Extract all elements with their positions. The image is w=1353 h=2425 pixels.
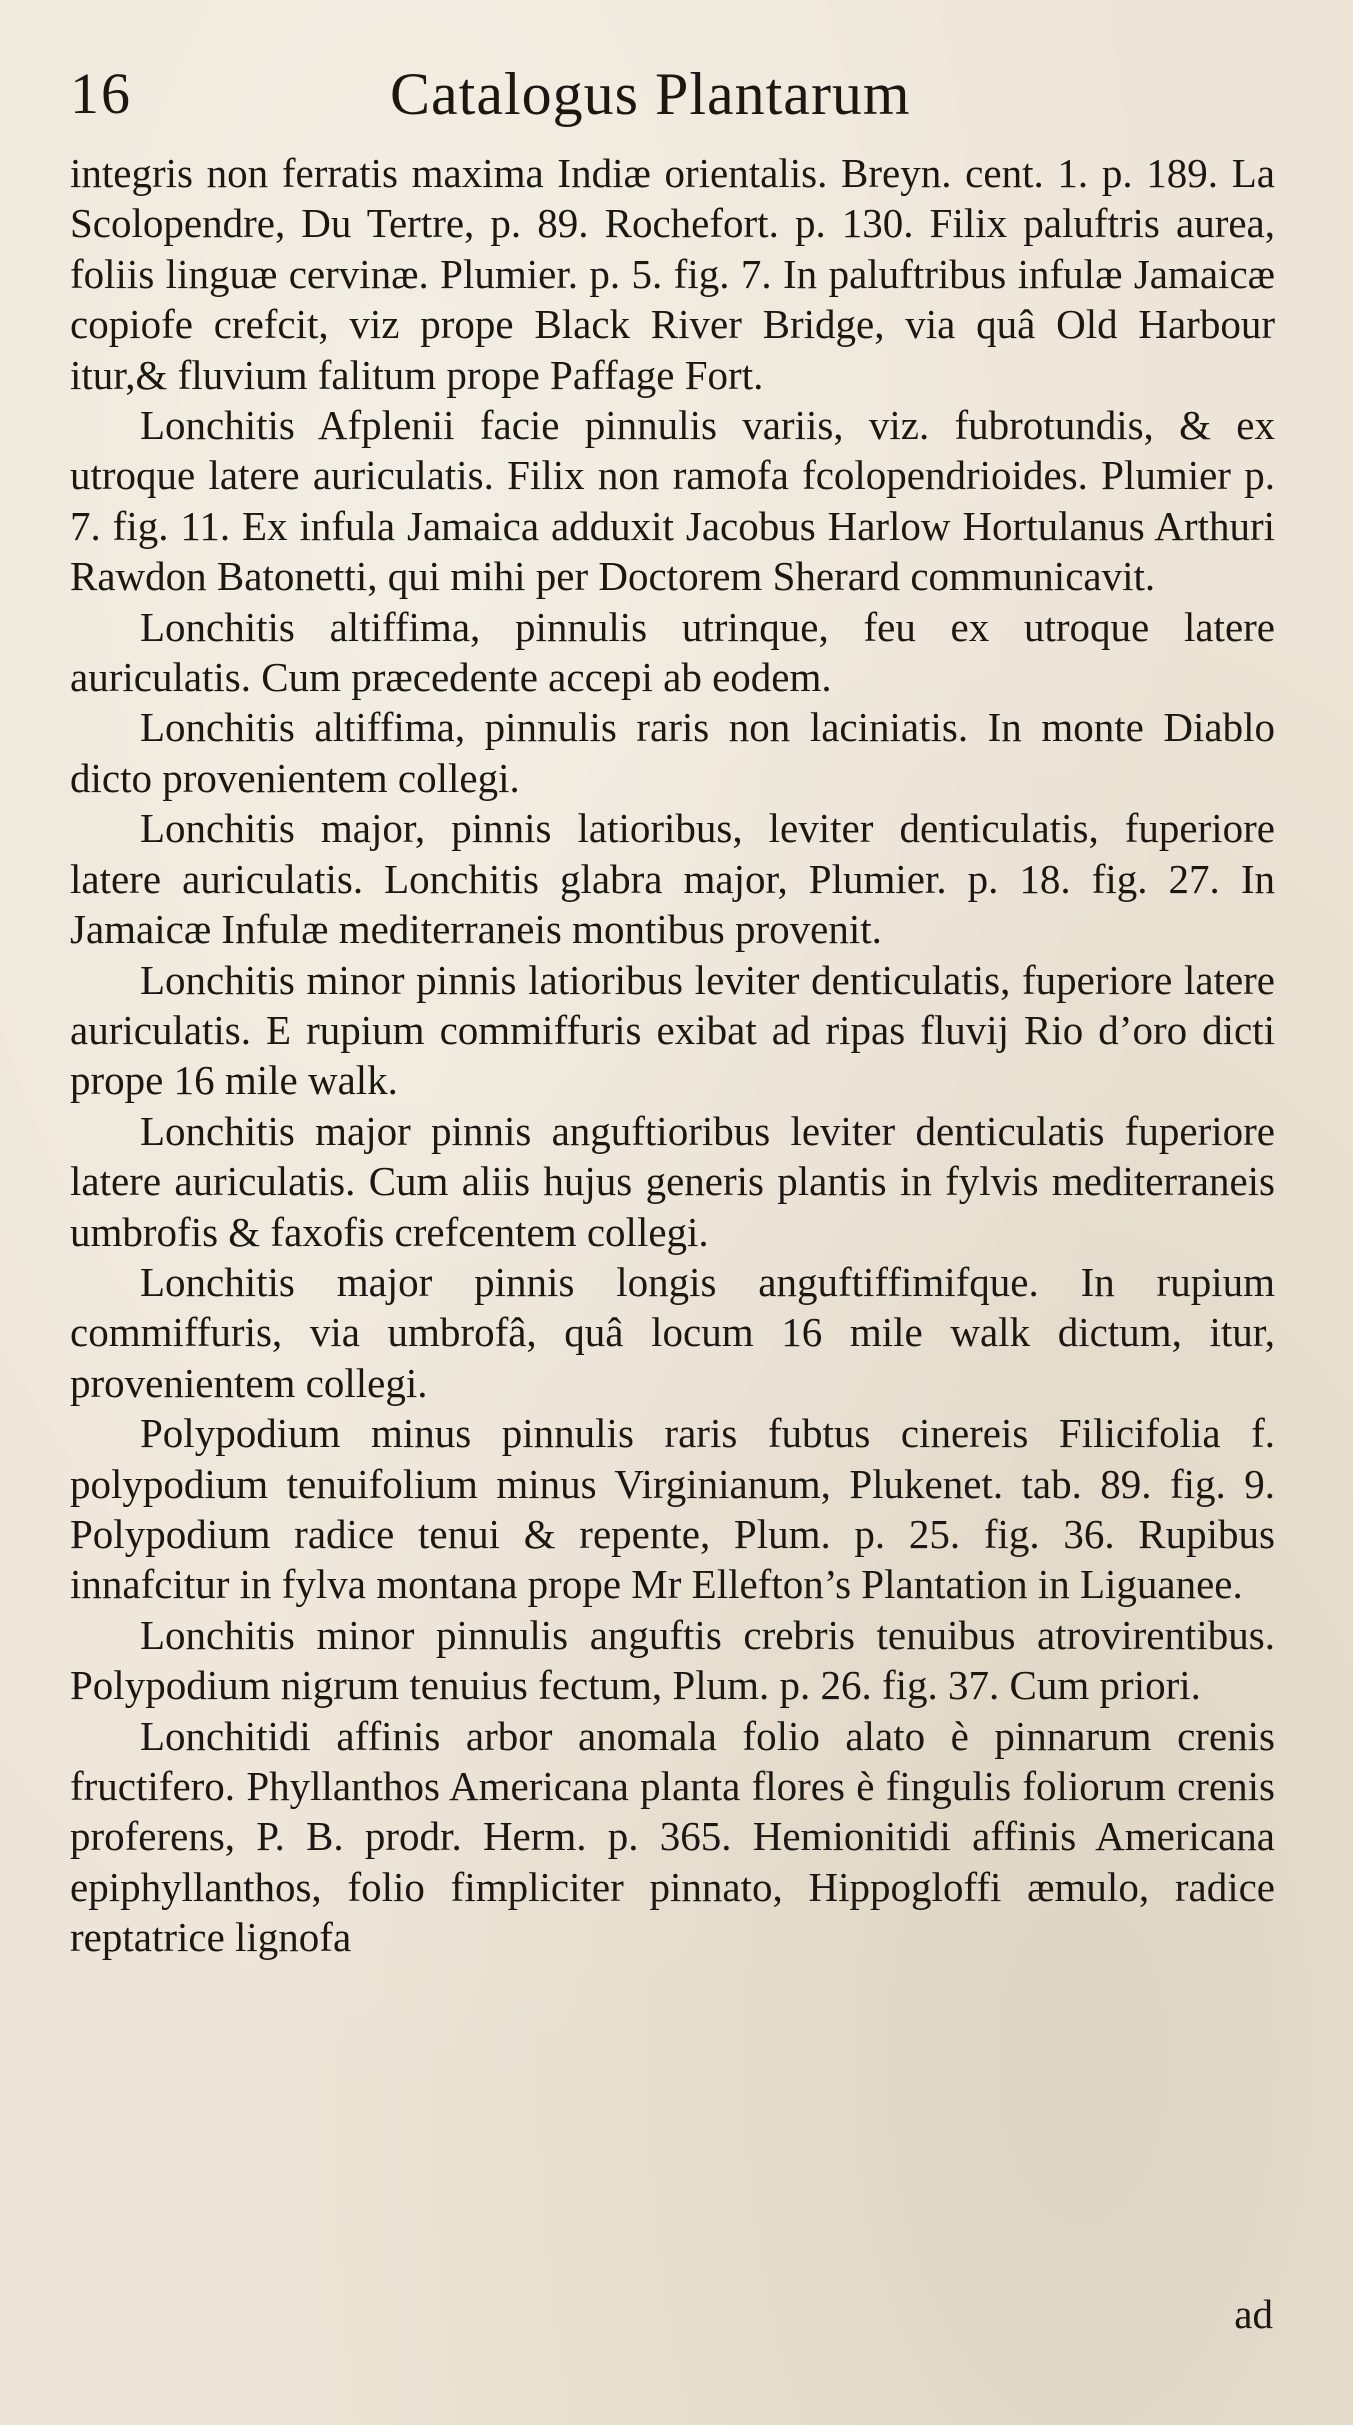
paragraph: Lonchitis Afplenii facie pinnulis variis, viz. fubrotundis, & ex utroque latere auriculatis. Filix non ramofa fcolopendrioides. Plumier p. 7. fig. 11. Ex infula Jamaica adduxit Jacobus Harlow Hortulanus Arthuri Rawdon Batonetti, qui mihi per Doctorem Sherard communicavit. xyxy=(70,402,1275,600)
catchword: ad xyxy=(1234,2291,1273,2337)
paragraph: Lonchitis altiffima, pinnulis raris non laciniatis. In monte Diablo dicto provenientem collegi. xyxy=(70,704,1275,801)
paragraph: Lonchitis major, pinnis latioribus, leviter denticulatis, fuperiore latere auriculatis. Lonchitis glabra major, Plumier. p. 18. fig. 27. In Jamaicæ Infulæ mediterraneis montibus provenit. xyxy=(70,805,1275,953)
paragraph: Lonchitidi affinis arbor anomala folio alato è pinnarum crenis fructifero. Phyllanthos Americana planta flores è fingulis foliorum crenis proferens, P. B. prodr. Herm. p. 365. Hemionitidi affinis Americana epiphyllanthos, folio fimpliciter pinnato, Hippogloffi æmulo, radice reptatrice lignofa xyxy=(70,1712,1275,1961)
paragraph: Lonchitis minor pinnulis anguftis crebris tenuibus atrovirentibus. Polypodium nigrum tenuius fectum, Plum. p. 26. fig. 37. Cum priori. xyxy=(70,1611,1275,1709)
body-text xyxy=(70,148,1275,1963)
paragraph: Lonchitis altiffima, pinnulis utrinque, feu ex utroque latere auriculatis. Cum præcedente accepi ab eodem. xyxy=(70,603,1275,701)
paragraph: Lonchitis major pinnis anguftioribus leviter denticulatis fuperiore latere auriculatis. Cum aliis hujus generis plantis in fylvis mediterraneis umbrofis & faxofis crefcentem collegi. xyxy=(70,1107,1275,1255)
running-title: Catalogus Plantarum xyxy=(390,61,911,127)
page-number: 16 xyxy=(70,61,132,126)
paragraph: Lonchitis minor pinnis latioribus leviter denticulatis, fuperiore latere auriculatis. E rupium commiffuris exibat ad ripas fluvij Rio d’oro dicti prope 16 mile walk. xyxy=(70,956,1275,1104)
paragraph: Polypodium minus pinnulis raris fubtus cinereis Filicifolia f. polypodium tenuifolium minus Virginianum, Plukenet. tab. 89. fig. 9. Polypodium radice tenui & repente, Plum. p. 25. fig. 36. Rupibus innafcitur in fylva montana prope Mr Ellefton’s Plantation in Liguanee. xyxy=(70,1410,1275,1608)
paragraph: integris non ferratis maxima Indiæ orientalis. Breyn. cent. 1. p. 189. La Scolopendre, Du Tertre, p. 89. Rochefort. p. 130. Filix paluftris aurea, foliis linguæ cervinæ. Plumier. p. 5. fig. 7. In paluftribus infulæ Jamaicæ copiofe crefcit, viz prope Black River Bridge, via quâ Old Harbour itur,& fluvium falitum prope Paffage Fort. xyxy=(70,150,1275,398)
page-header xyxy=(70,50,1290,160)
paragraph: Lonchitis major pinnis longis anguftiffimifque. In rupium commiffuris, via umbrofâ, quâ locum 16 mile walk dictum, itur, provenientem collegi. xyxy=(70,1258,1275,1406)
